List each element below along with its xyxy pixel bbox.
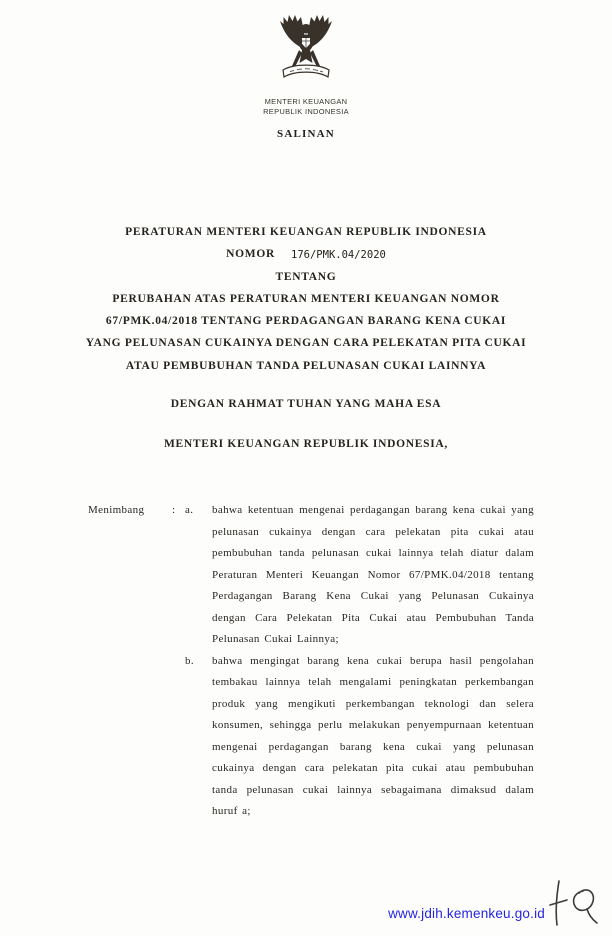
nomor-label: NOMOR bbox=[226, 248, 276, 261]
title-line: PERATURAN MENTERI KEUANGAN REPUBLIK INDONESIA bbox=[125, 226, 487, 238]
consideration-item-b bbox=[185, 651, 534, 823]
consideration-list bbox=[185, 500, 534, 823]
tentang-label: TENTANG bbox=[275, 270, 337, 283]
menimbang-colon: : bbox=[172, 504, 176, 516]
item-text: bahwa mengingat barang kena cukai berupa hasil pengolahan tembakau lainnya telah mengalami peningkatan perkembangan produk yang mengikuti perkembangan teknologi dan selera konsumen, sehingga perlu melakukan penyempurnaan ketentuan mengenai perdagangan barang kena cukai yang pelunasan cukainya dengan cara pelekatan pita cukai atau pembubuhan tanda pelunasan cukai lainnya sebagaimana dimaksud dalam huruf a; bbox=[212, 654, 534, 817]
grace-line: DENGAN RAHMAT TUHAN YANG MAHA ESA bbox=[170, 398, 442, 411]
menimbang-section bbox=[88, 500, 534, 823]
item-letter: a. bbox=[185, 504, 194, 516]
ministry-line-1: MENTERI KEUANGAN bbox=[264, 97, 348, 106]
letterhead bbox=[0, 12, 612, 140]
item-text: bahwa ketentuan mengenai perdagangan barang kena cukai yang pelunasan cukainya dengan cara pelekatan pita cukai atau pembubuhan tanda pelunasan cukai lainnya telah diatur dalam Peraturan Menteri Keuangan Nomor 67/PMK.04/2018 tentang Perdagangan Barang Kena Cukai yang Pelunasan Cukainya dengan Cara Pelekatan Pita Cukai atau Pembubuhan Tanda Pelunasan Cukai Lainnya; bbox=[212, 504, 534, 645]
ministry-line-2: REPUBLIK INDONESIA bbox=[263, 107, 349, 116]
authority-line: MENTERI KEUANGAN REPUBLIK INDONESIA, bbox=[164, 438, 448, 451]
menimbang-label: Menimbang bbox=[88, 504, 145, 516]
handwritten-initials bbox=[546, 878, 602, 930]
jdih-watermark-link[interactable]: www.jdih.kemenkeu.go.id bbox=[388, 906, 545, 921]
copy-label: SALINAN bbox=[277, 128, 335, 140]
consideration-item-a bbox=[185, 500, 534, 651]
garuda-pancasila-emblem bbox=[277, 12, 335, 92]
subject-line-2: 67/PMK.04/2018 TENTANG PERDAGANGAN BARANG KENA CUKAI bbox=[105, 315, 507, 328]
subject-line-1: PERUBAHAN ATAS PERATURAN MENTERI KEUANGAN NOMOR bbox=[112, 292, 500, 305]
nomor-value: 176/PMK.04/2020 bbox=[291, 249, 386, 262]
ministry-name-block bbox=[0, 97, 612, 117]
subject-line-3: YANG PELUNASAN CUKAINYA DENGAN CARA PELEKATAN PITA CUKAI bbox=[85, 337, 527, 350]
subject-line-4: ATAU PEMBUBUHAN TANDA PELUNASAN CUKAI LAINNYA bbox=[125, 359, 487, 372]
regulation-title bbox=[30, 221, 582, 456]
item-letter: b. bbox=[185, 654, 194, 667]
nomor-line bbox=[30, 243, 582, 265]
